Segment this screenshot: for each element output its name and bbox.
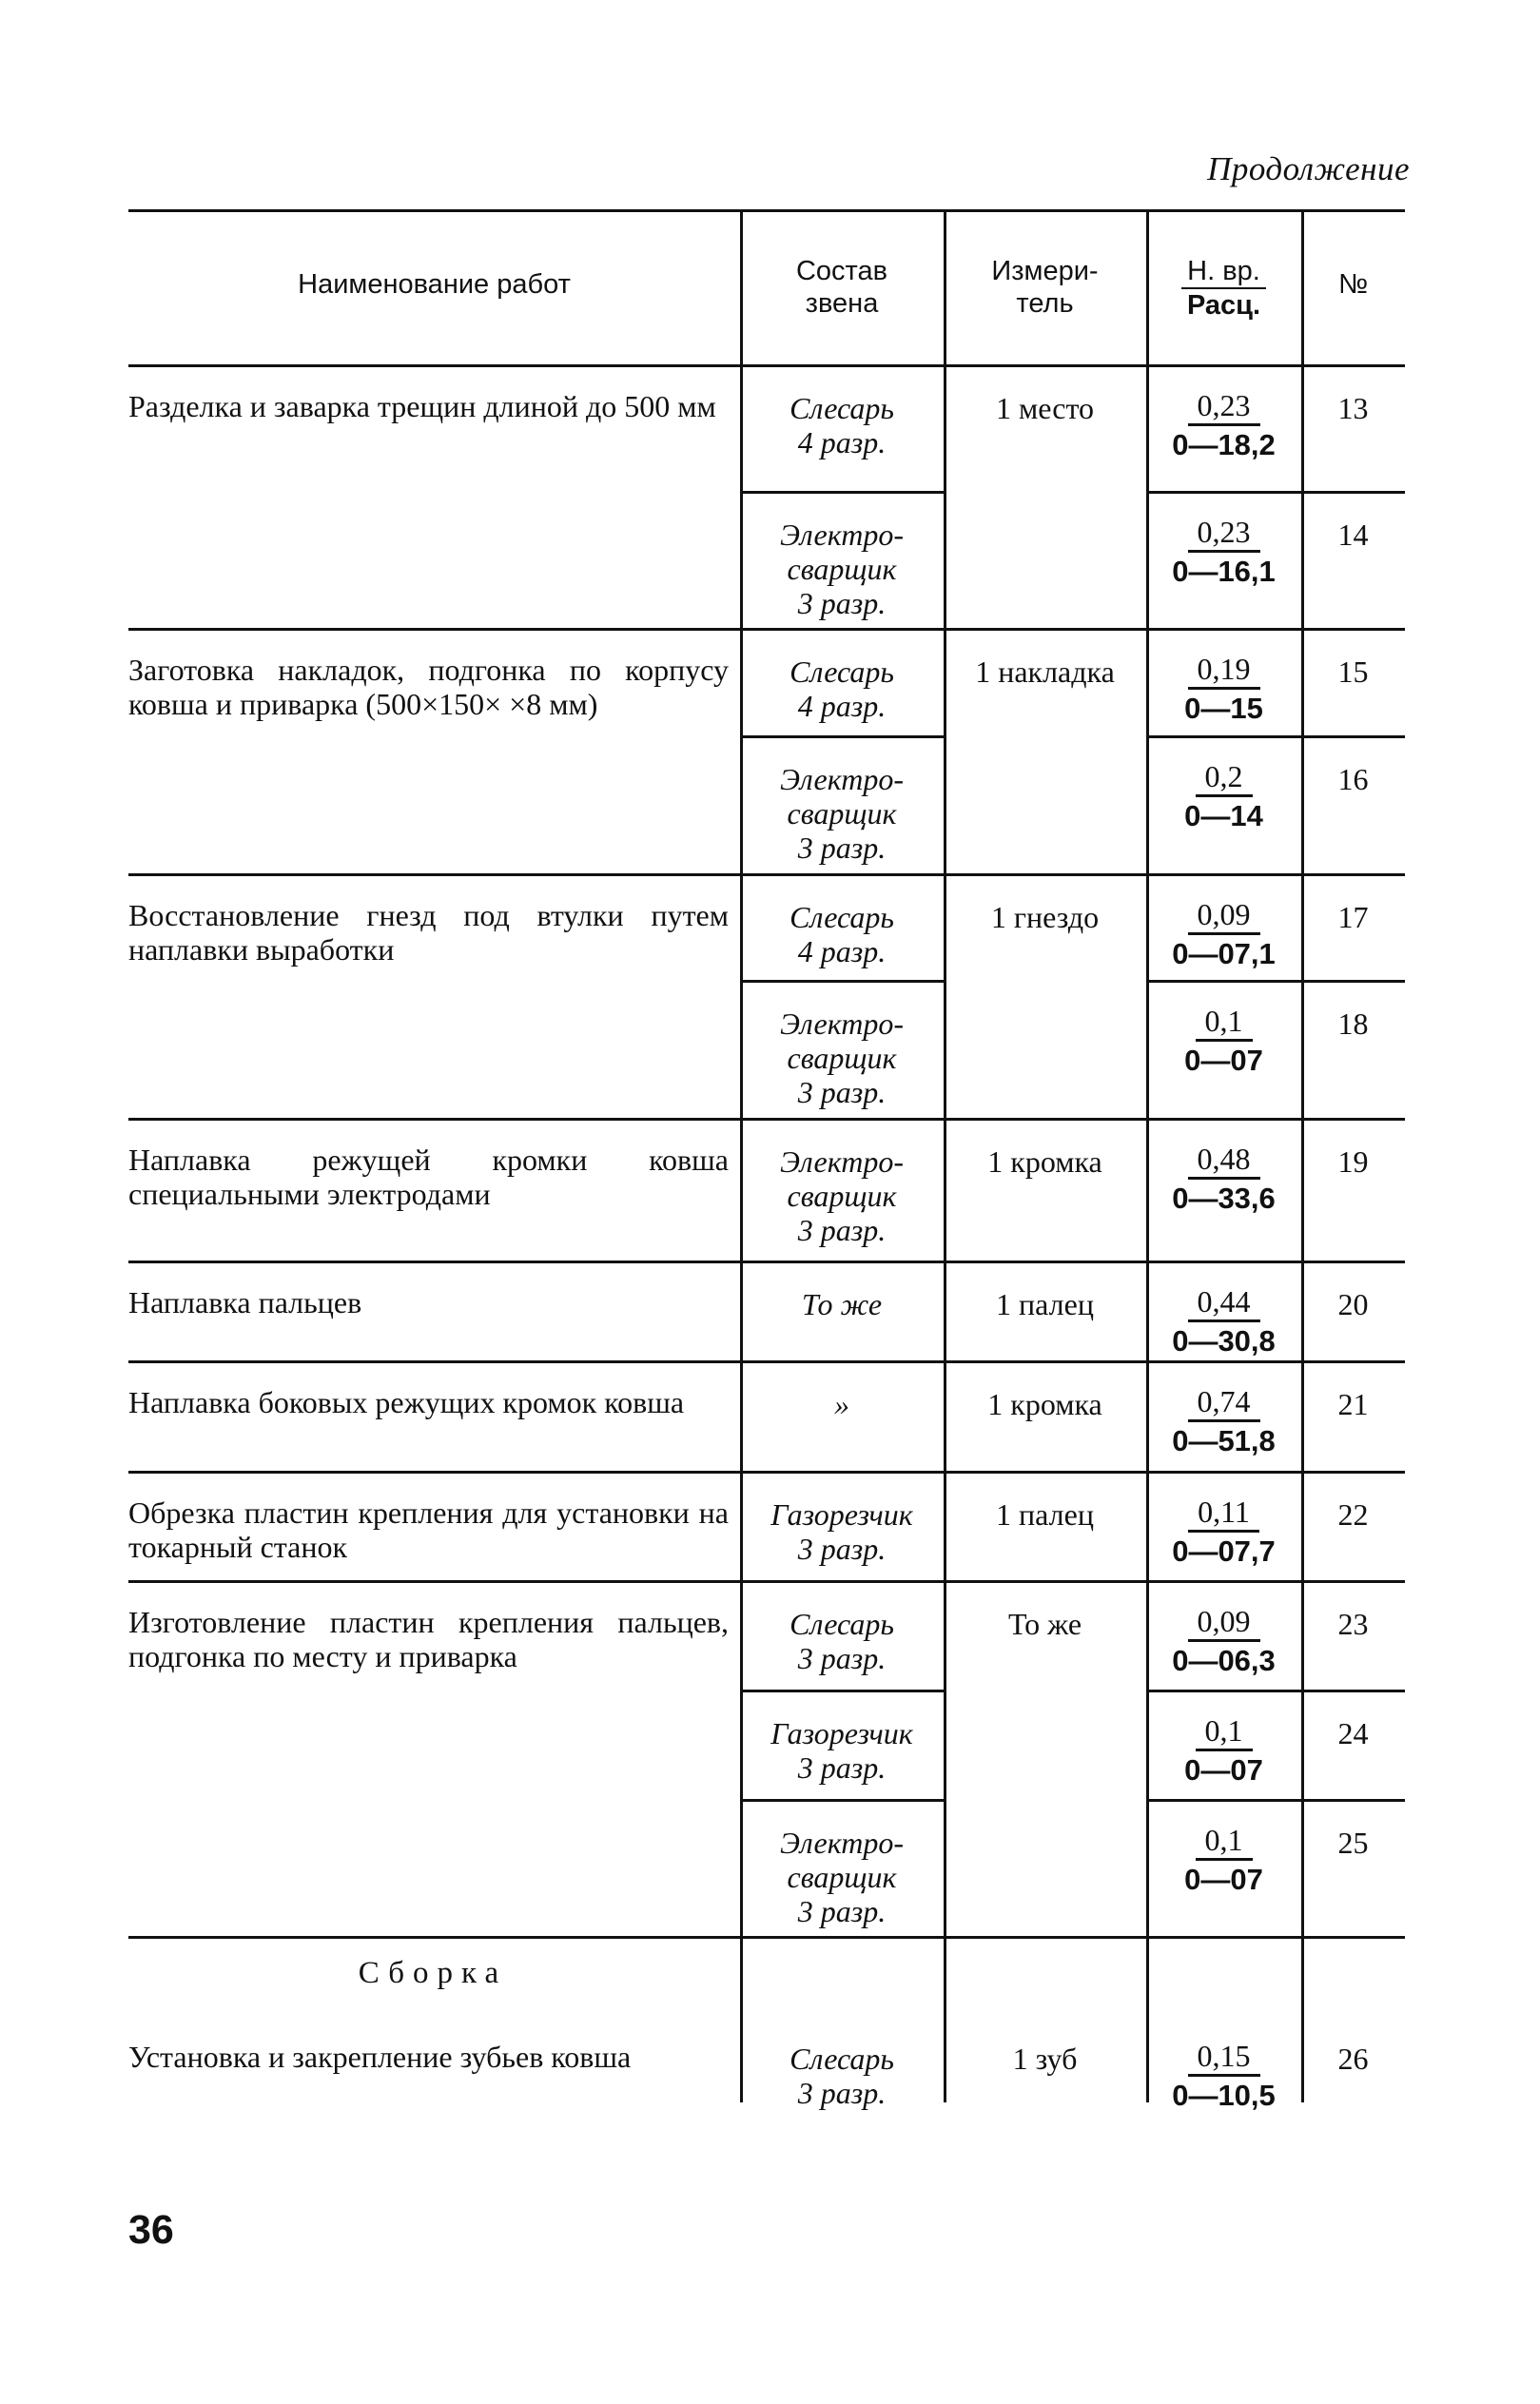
crew-composition: Электро- сварщик 3 разр. xyxy=(780,1007,904,1109)
crew-rule xyxy=(740,735,944,738)
measure-unit: 1 накладка xyxy=(975,655,1115,689)
time-norm: 0,19 xyxy=(1188,651,1260,690)
work-name: Обрезка пластин крепления для установки на токарный станок xyxy=(128,1495,729,1564)
crew-rule xyxy=(740,491,944,494)
rate-value: 0—10,5 xyxy=(1172,2079,1276,2112)
group-rule xyxy=(128,1360,1405,1363)
crew-composition: Слесарь 4 разр. xyxy=(789,391,894,459)
crew-rule xyxy=(740,1690,944,1692)
row-number: 20 xyxy=(1337,1287,1369,1321)
norm-rule xyxy=(1146,1690,1405,1692)
group-rule xyxy=(128,873,1405,876)
row-number: 19 xyxy=(1337,1144,1369,1179)
crew-composition: Электро- сварщик 3 разр. xyxy=(780,762,904,865)
rate-value: 0—07,7 xyxy=(1172,1534,1276,1568)
group-rule xyxy=(128,1580,1405,1583)
row-number: 18 xyxy=(1337,1007,1369,1041)
measure-unit: 1 кромка xyxy=(987,1387,1102,1421)
norm-rule xyxy=(1146,1799,1405,1802)
section-title-assembly: Сборка xyxy=(358,1956,508,1990)
norm-rate-cell xyxy=(1146,1712,1301,1789)
row-number: 21 xyxy=(1337,1387,1369,1421)
time-norm: 0,11 xyxy=(1188,1494,1259,1533)
norm-rate-cell xyxy=(1146,896,1301,973)
time-norm: 0,09 xyxy=(1188,1603,1260,1642)
norm-rule xyxy=(1146,980,1405,983)
measure-unit: 1 кромка xyxy=(987,1144,1102,1179)
rate-value: 0—07,1 xyxy=(1172,937,1276,970)
header-unit: Измери- тель xyxy=(991,256,1099,319)
norm-rule xyxy=(1146,735,1405,738)
time-norm: 0,74 xyxy=(1188,1383,1260,1422)
time-norm: 0,1 xyxy=(1196,1712,1253,1751)
measure-unit: То же xyxy=(1007,1607,1082,1641)
norm-rate-cell xyxy=(1146,514,1301,591)
header-work: Наименование работ xyxy=(298,269,571,300)
header-norm xyxy=(1146,255,1301,322)
header-crew: Состав звена xyxy=(795,256,888,319)
work-name: Установка и закрепление зубьев ковша xyxy=(128,2040,632,2074)
group-rule xyxy=(128,1936,1405,1939)
rate-value: 0—18,2 xyxy=(1172,428,1276,461)
norm-rate-cell xyxy=(1146,1822,1301,1899)
continuation-label: Продолжение xyxy=(1207,150,1410,187)
measure-unit: 1 гнездо xyxy=(990,900,1100,934)
time-norm: 0,23 xyxy=(1188,387,1260,426)
norm-rate-cell xyxy=(1146,758,1301,835)
norm-rate-cell xyxy=(1146,1603,1301,1680)
rate-value: 0—07 xyxy=(1184,1044,1263,1077)
norm-rate-cell xyxy=(1146,387,1301,464)
norm-rate-cell xyxy=(1146,1383,1301,1460)
crew-composition: » xyxy=(834,1387,849,1421)
header-norm-rate: Расц. xyxy=(1186,290,1261,321)
rate-value: 0—07 xyxy=(1184,1753,1263,1787)
time-norm: 0,48 xyxy=(1188,1141,1260,1180)
rate-value: 0—16,1 xyxy=(1172,555,1276,588)
norm-rate-cell xyxy=(1146,651,1301,728)
group-rule xyxy=(128,1118,1405,1121)
row-number: 23 xyxy=(1337,1607,1369,1641)
measure-unit: 1 палец xyxy=(996,1497,1094,1532)
work-name: Заготовка накладок, подгонка по корпусу ковша и приварка (500×150× ×8 мм) xyxy=(128,653,729,721)
rate-value: 0—30,8 xyxy=(1172,1324,1276,1358)
crew-rule xyxy=(740,1799,944,1802)
row-number: 16 xyxy=(1337,762,1369,796)
rate-value: 0—51,8 xyxy=(1172,1424,1276,1457)
crew-composition: Слесарь 3 разр. xyxy=(789,1607,894,1675)
measure-unit: 1 место xyxy=(995,391,1094,425)
work-name: Наплавка режущей кромки ковша специальными электродами xyxy=(128,1143,729,1211)
header-norm-time: Н. вр. xyxy=(1181,255,1266,289)
measure-unit: 1 зуб xyxy=(1012,2042,1078,2076)
time-norm: 0,15 xyxy=(1188,2038,1260,2077)
time-norm: 0,1 xyxy=(1196,1822,1253,1861)
header-number: № xyxy=(1337,269,1369,300)
row-number: 13 xyxy=(1337,391,1369,425)
rate-value: 0—14 xyxy=(1184,799,1263,832)
row-number: 17 xyxy=(1337,900,1369,934)
time-norm: 0,1 xyxy=(1196,1003,1253,1042)
time-norm: 0,2 xyxy=(1196,758,1253,797)
time-norm: 0,23 xyxy=(1188,514,1260,553)
crew-composition: Газорезчик 3 разр. xyxy=(770,1497,913,1566)
crew-composition: Электро- сварщик 3 разр. xyxy=(780,1826,904,1928)
norm-rule xyxy=(1146,491,1405,494)
crew-composition: Электро- сварщик 3 разр. xyxy=(780,518,904,620)
time-norm: 0,44 xyxy=(1188,1283,1260,1322)
crew-composition: Слесарь 4 разр. xyxy=(789,900,894,968)
norm-rate-cell xyxy=(1146,1003,1301,1080)
crew-composition: Слесарь 4 разр. xyxy=(789,655,894,723)
norm-rate-cell xyxy=(1146,2038,1301,2115)
work-name: Наплавка пальцев xyxy=(128,1285,362,1319)
crew-composition: То же xyxy=(801,1287,883,1321)
row-number: 22 xyxy=(1337,1497,1369,1532)
rate-value: 0—33,6 xyxy=(1172,1182,1276,1215)
measure-unit: 1 палец xyxy=(996,1287,1094,1321)
work-name: Восстановление гнезд под втулки путем наплавки выработки xyxy=(128,898,729,967)
work-name: Наплавка боковых режущих кромок ковша xyxy=(128,1385,685,1419)
crew-composition: Слесарь 3 разр. xyxy=(789,2042,894,2110)
rate-value: 0—06,3 xyxy=(1172,1644,1276,1677)
rate-value: 0—15 xyxy=(1184,692,1263,725)
group-rule xyxy=(128,1261,1405,1263)
row-number: 15 xyxy=(1337,655,1369,689)
time-norm: 0,09 xyxy=(1188,896,1260,935)
page-number: 36 xyxy=(128,2207,174,2253)
work-name: Изготовление пластин крепления пальцев, подгонка по месту и приварка xyxy=(128,1605,729,1673)
group-rule xyxy=(128,1471,1405,1474)
norm-rate-cell xyxy=(1146,1494,1301,1571)
crew-composition: Газорезчик 3 разр. xyxy=(770,1716,913,1785)
crew-composition: Электро- сварщик 3 разр. xyxy=(780,1144,904,1247)
rate-value: 0—07 xyxy=(1184,1863,1263,1896)
norm-rate-cell xyxy=(1146,1283,1301,1360)
table-top-rule xyxy=(128,209,1405,212)
work-name: Разделка и заварка трещин длиной до 500 мм xyxy=(128,389,716,423)
row-number: 26 xyxy=(1337,2042,1369,2076)
crew-rule xyxy=(740,980,944,983)
row-number: 24 xyxy=(1337,1716,1369,1750)
norm-rate-cell xyxy=(1146,1141,1301,1218)
row-number: 14 xyxy=(1337,518,1369,552)
group-rule xyxy=(128,628,1405,631)
row-number: 25 xyxy=(1337,1826,1369,1860)
header-bottom-rule xyxy=(128,364,1405,367)
